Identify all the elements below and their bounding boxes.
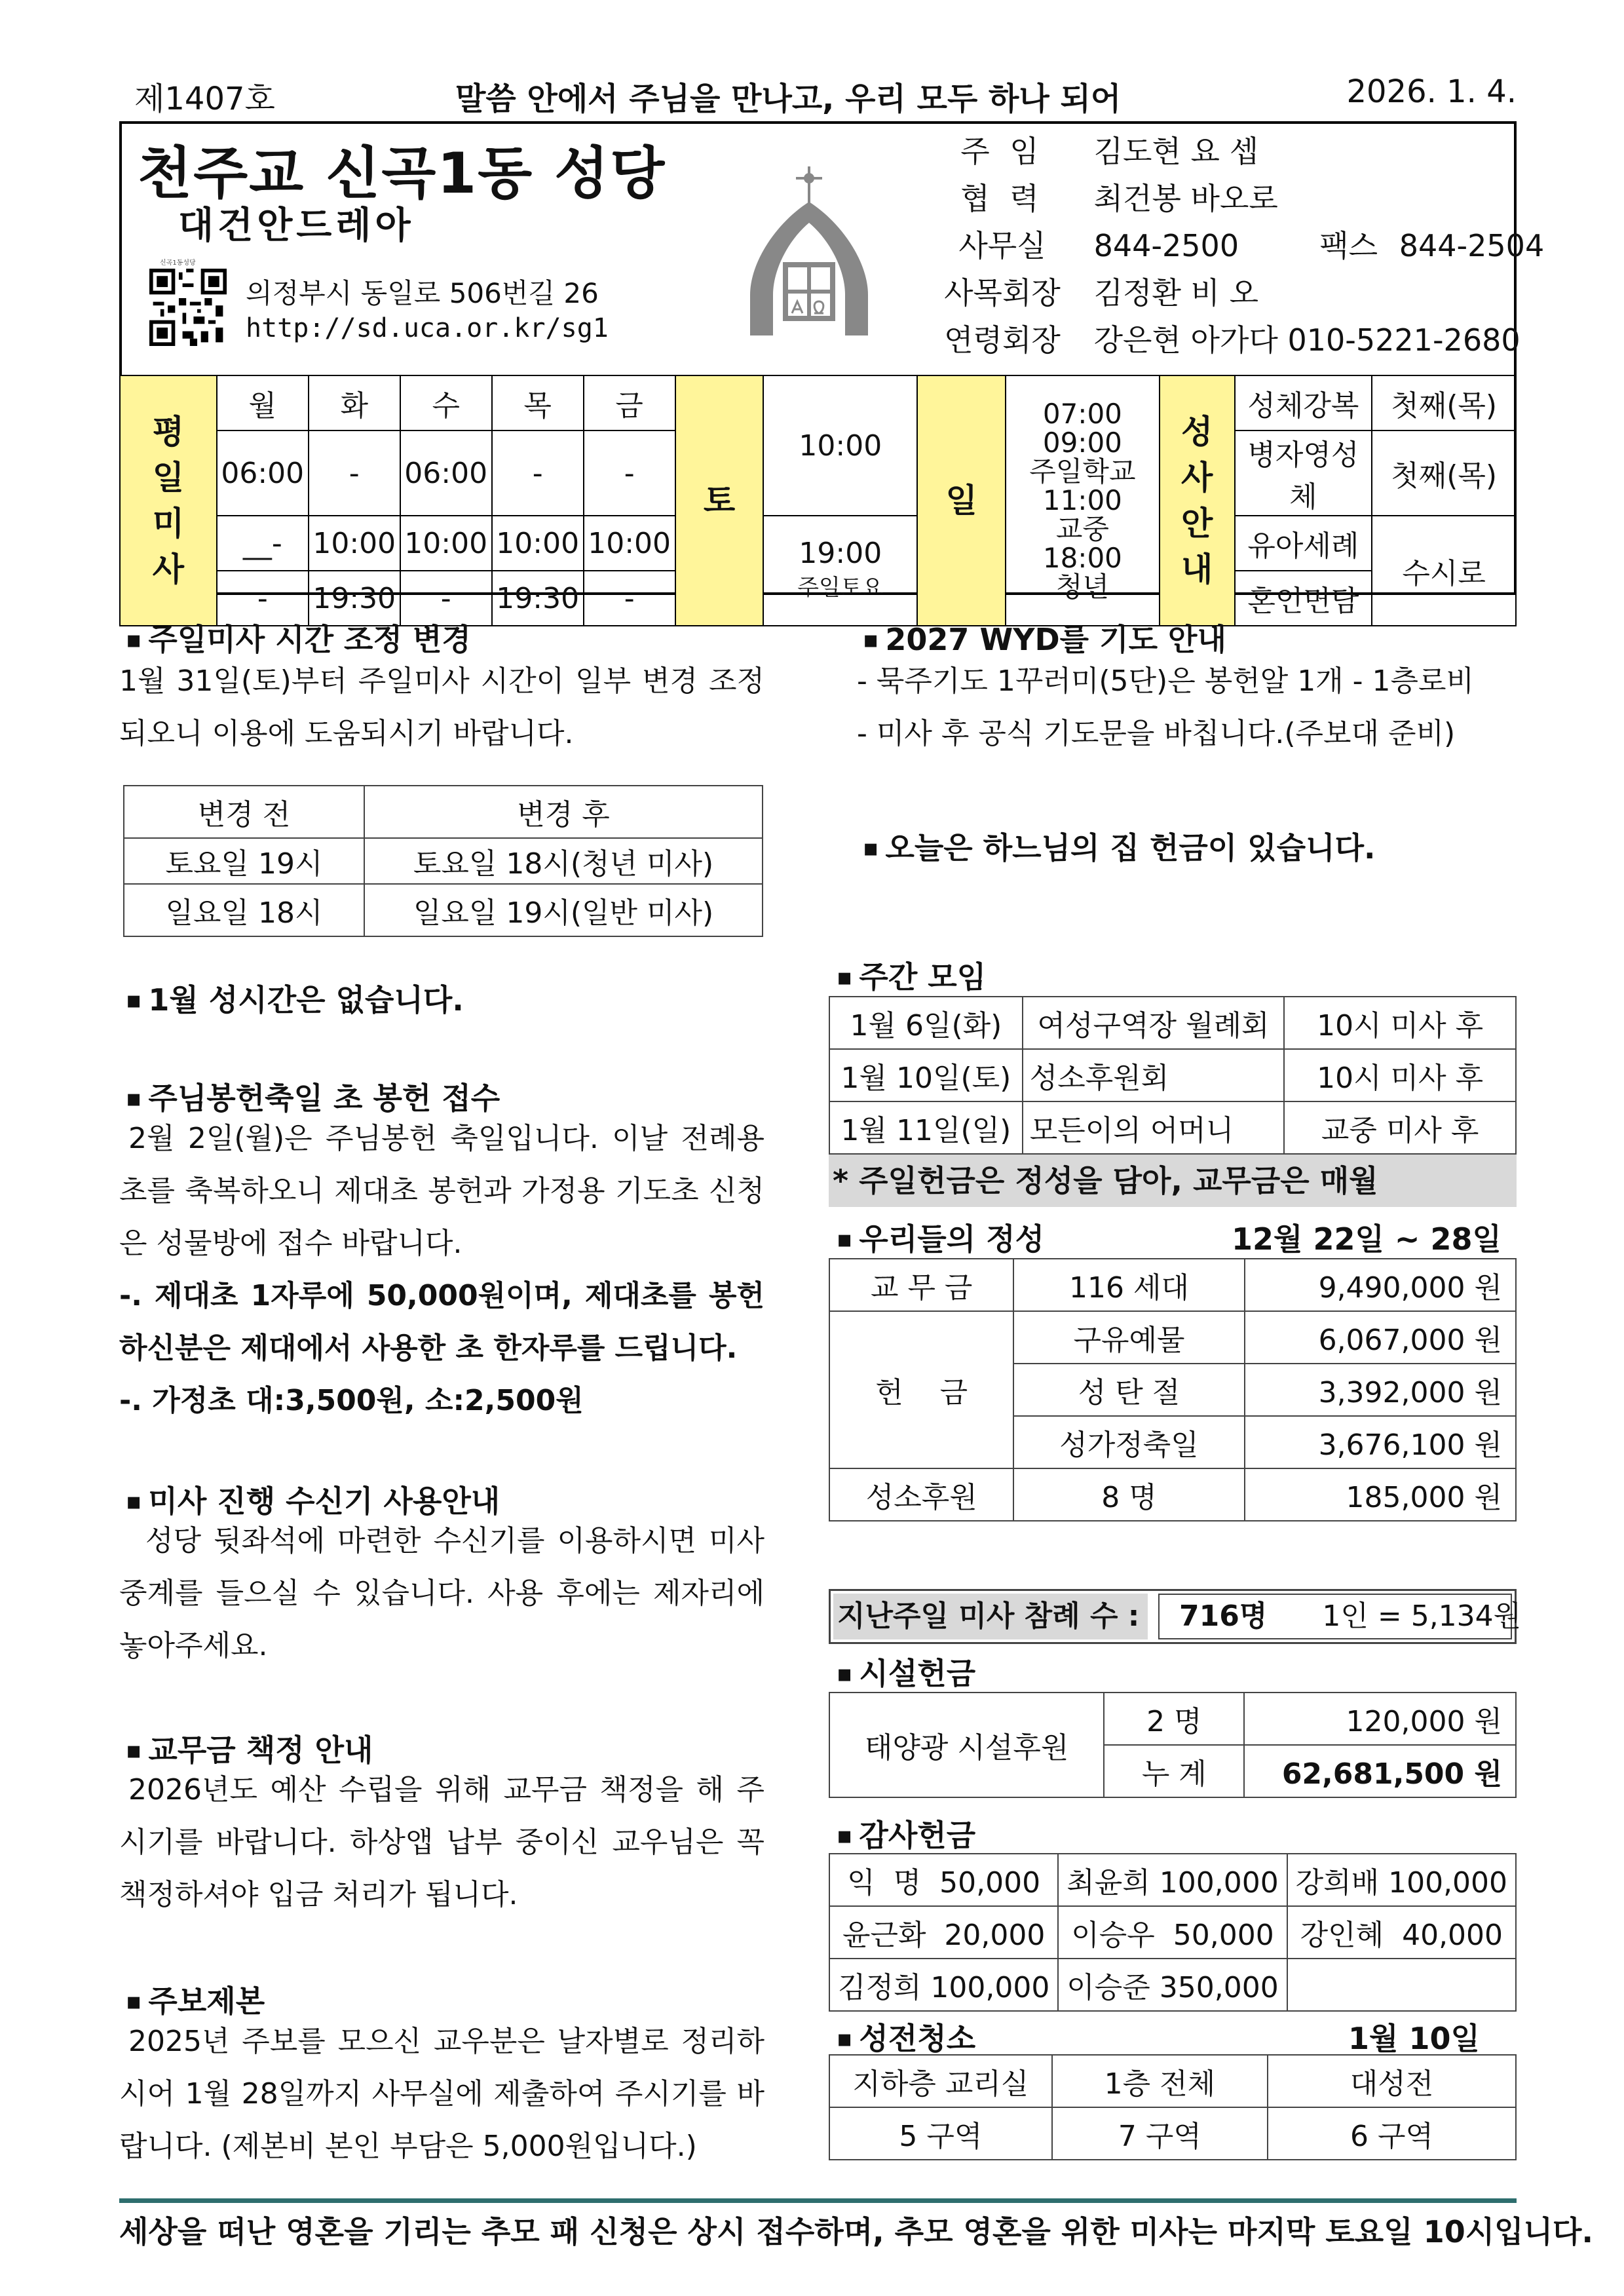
office-phone: 844-2500: [1093, 228, 1239, 263]
fax-number: 844-2504: [1399, 228, 1545, 263]
qr-code-icon[interactable]: [149, 269, 227, 346]
attendance-box: [829, 1589, 1522, 1644]
issue-date: 2026. 1. 4.: [1346, 73, 1517, 110]
cleaning-table: [829, 2054, 1517, 2160]
motto: 말씀 안에서 주님을 만나고, 우리 모두 하나 되어: [455, 81, 1122, 117]
saturday-time-1: 10:00: [763, 375, 917, 516]
staff-role: 사무실: [958, 228, 1046, 263]
section-title: ▪ 주간 모임: [837, 953, 986, 997]
thanks-cell: 김정희 100,000: [829, 1959, 1058, 2011]
sunday-label: 일: [917, 375, 1006, 626]
section-text: -. 가정초 대:3,500원, 소:2,500원: [119, 1384, 584, 1417]
mass-time: 10:00: [309, 516, 400, 571]
qr-caption: 신곡1동성당: [160, 259, 196, 267]
dues-label: 교 무 금: [829, 1259, 1013, 1311]
staff-value: 최건봉 바오로: [1093, 181, 1278, 216]
collection-name: 구유예물: [1013, 1311, 1244, 1364]
meeting-time: 10시 미사 후: [1284, 1049, 1516, 1101]
church-url[interactable]: http://sd.uca.or.kr/sg1: [246, 313, 609, 343]
cleaning-zone: 5 구역: [829, 2107, 1052, 2160]
sacrament-name: 병자영성체: [1235, 430, 1372, 516]
devotion-table: [829, 1258, 1517, 1521]
facility-amount: 120,000 원: [1244, 1693, 1516, 1745]
saturday-label: 토: [675, 375, 764, 626]
collection-label: 헌 금: [829, 1311, 1013, 1468]
vocation-amount: 185,000 원: [1245, 1468, 1516, 1521]
weekly-meeting-table: [829, 996, 1517, 1155]
thanks-cell: 강희배 100,000: [1287, 1854, 1516, 1906]
mass-time: __-: [217, 516, 309, 571]
table-header: 변경 후: [364, 786, 763, 838]
staff-role: 사목회장: [944, 275, 1061, 311]
sacrament-when: 수시로: [1372, 516, 1516, 626]
mass-time: 10:00: [400, 516, 492, 571]
collection-name: 성가정축일: [1013, 1416, 1244, 1468]
issue-number: 제1407호: [134, 81, 275, 117]
day-wed: 수: [400, 375, 492, 430]
table-cell: 토요일 19시: [124, 838, 364, 884]
sacrament-name: 유아세례: [1235, 516, 1372, 571]
mass-time: 19:30: [492, 571, 584, 626]
sacrament-label: 성 사 안 내: [1160, 375, 1235, 626]
thanks-cell: 익 명 50,000: [829, 1854, 1058, 1906]
mass-change-table: [123, 785, 763, 937]
staff-role: 주 임: [960, 134, 1044, 169]
thanks-cell: 윤근화 20,000: [829, 1906, 1058, 1959]
mass-time: -: [584, 430, 675, 516]
mass-time: 06:00: [400, 430, 492, 516]
section-title: ▪ 우리들의 정성: [837, 1215, 1044, 1259]
wyd-line: - 묵주기도 1꾸러미(5단)은 봉헌알 1개 - 1층로비: [857, 664, 1475, 698]
section-title: ▪ 1월 성시간은 없습니다.: [126, 976, 464, 1020]
table-cell: 일요일 18시: [124, 884, 364, 936]
mass-time: 10:00: [584, 516, 675, 571]
cleaning-zone: 6 구역: [1268, 2107, 1516, 2160]
church-name: 천주교 신곡1동 성당: [138, 141, 666, 206]
footer-divider: [119, 2198, 1517, 2203]
table-cell: 토요일 18시(청년 미사): [364, 838, 763, 884]
meeting-name: 여성구역장 월례회: [1023, 997, 1285, 1049]
cleaning-area: 1층 전체: [1052, 2055, 1268, 2107]
section-title: ▪ 교무금 책정 안내: [126, 1727, 373, 1770]
mass-schedule-table: [119, 375, 1517, 626]
saturday-time-2: 19:00 주일토요: [763, 516, 917, 626]
staff-row: [937, 128, 1258, 175]
sunday-times: 07:00 09:00 주일학교 11:00 교중 18:00 청년: [1006, 375, 1160, 626]
mass-time: -: [492, 430, 584, 516]
table-cell: 일요일 19시(일반 미사): [364, 884, 763, 936]
staff-row: [937, 269, 1258, 316]
meeting-time: 교중 미사 후: [1284, 1101, 1516, 1154]
thanks-cell: 강인혜 40,000: [1287, 1906, 1516, 1959]
collection-amount: 3,392,000 원: [1245, 1364, 1516, 1416]
section-title: ▪ 감사헌금: [837, 1812, 975, 1855]
meeting-name: 모든이의 어머니: [1023, 1101, 1285, 1154]
devotion-period: 12월 22일 ~ 28일: [1232, 1221, 1501, 1257]
staff-value: 강은현 아가다 010-5221-2680: [1093, 322, 1520, 358]
staff-value: 김정환 비 오: [1093, 275, 1259, 311]
section-title: ▪ 성전청소: [837, 2015, 975, 2058]
section-title: ▪ 시설헌금: [837, 1650, 975, 1693]
section-text: -. 제대초 1자루에 50,000원이며, 제대초를 봉헌하신분은 제대에서 사용한 초 한자루를 드립니다.: [119, 1279, 765, 1365]
mass-time: 19:30: [309, 571, 400, 626]
thanks-cell: 이승우 50,000: [1058, 1906, 1287, 1959]
facility-count: 2 명: [1104, 1693, 1244, 1745]
day-fri: 금: [584, 375, 675, 430]
mass-time: -: [584, 571, 675, 626]
thanks-cell: 최윤희 100,000: [1058, 1854, 1287, 1906]
mass-time: -: [400, 571, 492, 626]
meeting-time: 10시 미사 후: [1284, 997, 1516, 1049]
table-header: 변경 전: [124, 786, 364, 838]
collection-amount: 6,067,000 원: [1245, 1311, 1516, 1364]
church-address: 의정부시 동일로 506번길 26: [246, 277, 599, 309]
facility-total: 62,681,500 원: [1244, 1745, 1516, 1797]
cleaning-zone: 7 구역: [1052, 2107, 1268, 2160]
staff-value: 김도현 요 셉: [1093, 134, 1259, 169]
thanks-cell: [1287, 1959, 1516, 2011]
dues-count: 116 세대: [1013, 1259, 1244, 1311]
staff-row: [937, 316, 1520, 364]
day-mon: 월: [217, 375, 309, 430]
meeting-date: 1월 6일(화): [829, 997, 1023, 1049]
staff-row: [937, 222, 1544, 269]
staff-role: 연령회장: [944, 322, 1061, 358]
meeting-name: 성소후원회: [1023, 1049, 1285, 1101]
attendance-label: 지난주일 미사 참례 수 :: [833, 1594, 1148, 1639]
sacrament-name: 혼인면담: [1235, 571, 1372, 626]
meeting-date: 1월 10일(토): [829, 1049, 1023, 1101]
section-title: ▪ 2027 WYD를 기도 안내: [863, 616, 1226, 659]
section-text: 2026년도 예산 수립을 위해 교무금 책정을 해 주시기를 바랍니다. 하상앱 납부 중이신 교우님은 꼭 책정하셔야 입금 처리가 됩니다.: [119, 1773, 765, 1911]
wyd-line: - 미사 후 공식 기도문을 바칩니다.(주보대 준비): [857, 717, 1456, 750]
vocation-count: 8 명: [1013, 1468, 1244, 1521]
cleaning-area: 대성전: [1268, 2055, 1516, 2107]
vocation-label: 성소후원: [829, 1468, 1013, 1521]
attendance-count: 716명: [1179, 1599, 1268, 1633]
thanks-table: [829, 1853, 1517, 2012]
section-title: ▪ 주님봉헌축일 초 봉헌 접수: [126, 1075, 500, 1118]
cleaning-area: 지하층 교리실: [829, 2055, 1052, 2107]
church-logo-icon: [737, 164, 881, 341]
facility-table: [829, 1692, 1517, 1798]
section-title: ▪ 주보제본: [126, 1978, 265, 2021]
section-text: 성당 뒷좌석에 마련한 수신기를 이용하시면 미사 중계를 들으실 수 있습니다. 사용 후에는 제자리에 놓아주세요.: [119, 1524, 765, 1662]
section-text: 1월 31일(토)부터 주일미사 시간이 일부 변경 조정되오니 이용에 도움되시기 바랍니다.: [119, 664, 765, 750]
day-tue: 화: [309, 375, 400, 430]
mass-time: -: [217, 571, 309, 626]
section-text: 2025년 주보를 모으신 교우분은 날자별로 정리하시어 1월 28일까지 사무실에 제출하여 주시기를 바랍니다. (제본비 본인 부담은 5,000원입니다.): [119, 2025, 765, 2163]
mass-time: 06:00: [217, 430, 309, 516]
meeting-date: 1월 11일(일): [829, 1101, 1023, 1154]
sacrament-name: 성체강복: [1235, 375, 1372, 430]
church-patron: 대건안드레아: [178, 204, 415, 247]
collection-amount: 3,676,100 원: [1245, 1416, 1516, 1468]
mass-time: 10:00: [492, 516, 584, 571]
section-title: ▪ 주일미사 시간 조정 변경: [126, 616, 471, 659]
collection-name: 성 탄 절: [1013, 1364, 1244, 1416]
footer-notice: 세상을 떠난 영혼을 기리는 추모 패 신청은 상시 접수하며, 추모 영혼을 위한 미사는 마지막 토요일 10시입니다.: [119, 2214, 1593, 2249]
facility-label: 태양광 시설후원: [829, 1693, 1104, 1797]
dues-amount: 9,490,000 원: [1245, 1259, 1516, 1311]
attendance-values: [1158, 1594, 1522, 1639]
facility-total-label: 누 계: [1104, 1745, 1244, 1797]
section-title: ▪ 미사 진행 수신기 사용안내: [126, 1478, 500, 1521]
staff-row: [937, 175, 1278, 222]
day-thu: 목: [492, 375, 584, 430]
attendance-per-person: 1인 = 5,134원: [1322, 1599, 1522, 1633]
section-title: ▪ 오늘은 하느님의 집 헌금이 있습니다.: [863, 824, 1375, 868]
cleaning-date: 1월 10일: [1348, 2021, 1480, 2056]
staff-role: 협 력: [960, 181, 1044, 216]
section-text: 2월 2일(월)은 주님봉헌 축일입니다. 이날 전례용 초를 축복하오니 제대초 봉헌과 가정용 기도초 신청은 성물방에 접수 바랍니다.: [119, 1122, 765, 1260]
sacrament-when: 첫째(목): [1372, 375, 1516, 430]
sacrament-when: 첫째(목): [1372, 430, 1516, 516]
mass-time: -: [309, 430, 400, 516]
fax-label: 팩스: [1319, 228, 1378, 263]
weekday-mass-label: 평 일 미 사: [120, 375, 217, 626]
thanks-cell: 이승준 350,000: [1058, 1959, 1287, 2011]
offering-note: * 주일헌금은 정성을 담아, 교무금은 매월: [829, 1155, 1517, 1207]
